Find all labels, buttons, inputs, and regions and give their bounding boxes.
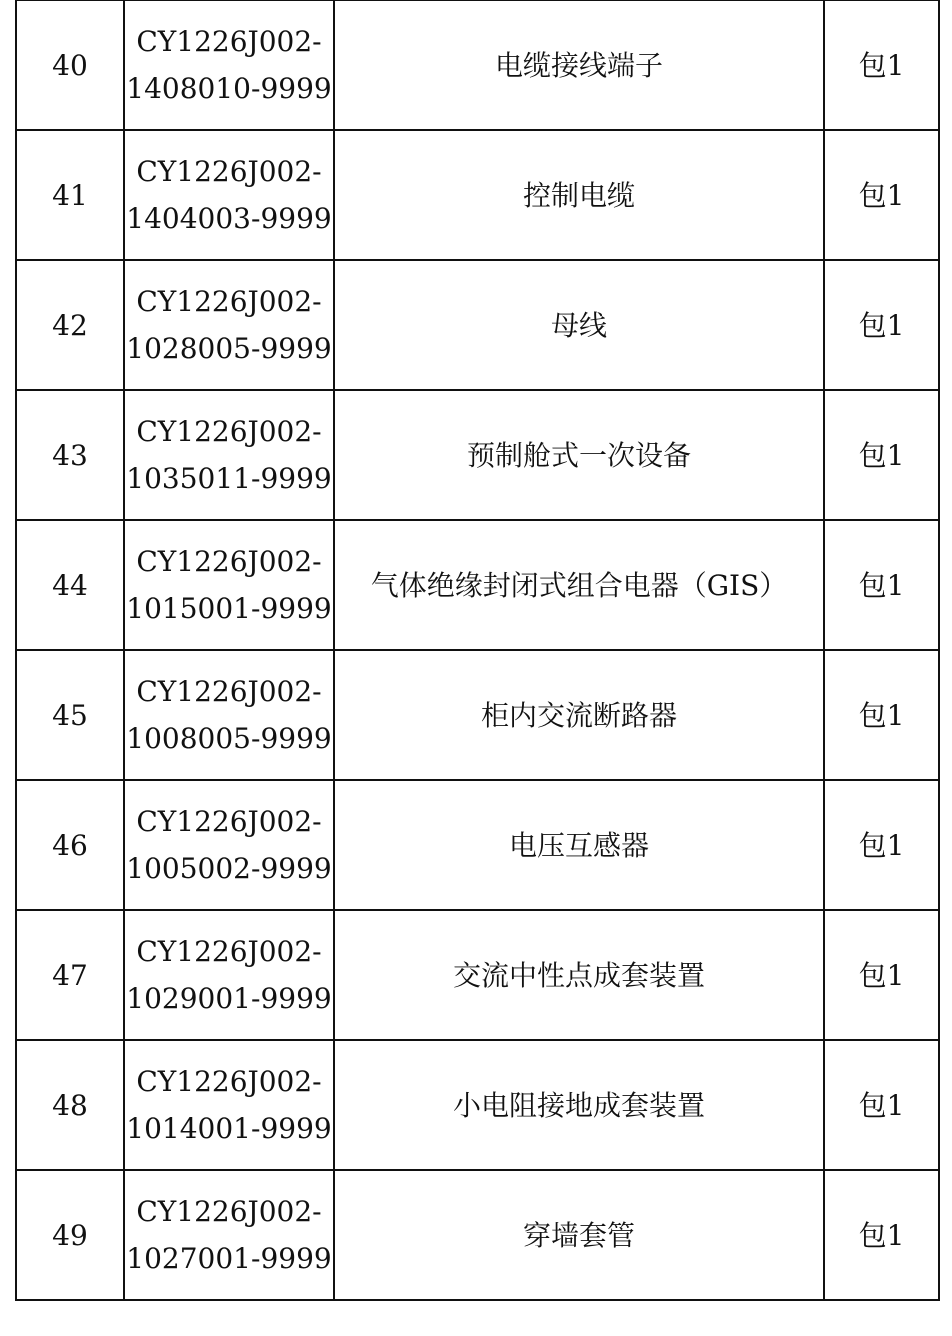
material-code-cell xyxy=(124,390,334,520)
row-number-cell: 43 xyxy=(16,390,124,520)
table-row xyxy=(16,650,939,780)
material-name-cell xyxy=(334,650,824,780)
material-name: 柜内交流断路器 xyxy=(480,698,677,732)
table-row xyxy=(16,1040,939,1170)
material-code-line2: 1404003-9999 xyxy=(126,202,332,235)
material-code-line1: CY1226J002- xyxy=(136,415,322,448)
package-cell: 包1 xyxy=(824,130,939,260)
material-code-cell xyxy=(124,1040,334,1170)
table-body xyxy=(16,1,939,1301)
material-code-line2: 1005002-9999 xyxy=(126,852,332,885)
table-row xyxy=(16,260,939,390)
row-number-cell: 47 xyxy=(16,910,124,1040)
material-code-line2: 1028005-9999 xyxy=(126,332,332,365)
material-code-cell xyxy=(124,130,334,260)
package-cell: 包1 xyxy=(824,650,939,780)
material-code-line2: 1027001-9999 xyxy=(126,1242,332,1275)
material-name: 电压互感器 xyxy=(508,828,649,862)
table-row xyxy=(16,1,939,131)
material-code-line2: 1014001-9999 xyxy=(126,1112,332,1145)
table-row xyxy=(16,1170,939,1300)
row-number-cell: 41 xyxy=(16,130,124,260)
row-number-cell: 42 xyxy=(16,260,124,390)
material-name-cell xyxy=(334,1170,824,1300)
package-cell: 包1 xyxy=(824,910,939,1040)
material-code-line2: 1015001-9999 xyxy=(126,592,332,625)
material-name-cell xyxy=(334,780,824,910)
package-cell: 包1 xyxy=(824,1,939,131)
material-name-cell xyxy=(334,260,824,390)
material-code-line2: 1029001-9999 xyxy=(126,982,332,1015)
material-name-cell xyxy=(334,130,824,260)
material-name: 气体绝缘封闭式组合电器（GIS） xyxy=(370,568,788,602)
material-name-cell xyxy=(334,390,824,520)
package-cell: 包1 xyxy=(824,1170,939,1300)
material-name: 穿墙套管 xyxy=(522,1218,635,1252)
package-cell: 包1 xyxy=(824,260,939,390)
material-name: 交流中性点成套装置 xyxy=(452,958,705,992)
material-code-cell xyxy=(124,1,334,131)
material-code-cell xyxy=(124,910,334,1040)
material-name: 电缆接线端子 xyxy=(494,48,663,82)
material-name: 母线 xyxy=(550,308,607,342)
row-number-cell: 46 xyxy=(16,780,124,910)
material-name: 控制电缆 xyxy=(522,178,635,212)
material-code-cell xyxy=(124,780,334,910)
material-code-line2: 1408010-9999 xyxy=(126,72,332,105)
material-code-line2: 1008005-9999 xyxy=(126,722,332,755)
table-row xyxy=(16,910,939,1040)
material-code-line2: 1035011-9999 xyxy=(126,462,332,495)
row-number-cell: 45 xyxy=(16,650,124,780)
material-name-cell xyxy=(334,1,824,131)
row-number-cell: 44 xyxy=(16,520,124,650)
table-row xyxy=(16,780,939,910)
material-code-line1: CY1226J002- xyxy=(136,1195,322,1228)
table-row xyxy=(16,130,939,260)
material-name-cell xyxy=(334,1040,824,1170)
material-code-line1: CY1226J002- xyxy=(136,155,322,188)
package-cell: 包1 xyxy=(824,1040,939,1170)
package-cell: 包1 xyxy=(824,520,939,650)
material-code-cell xyxy=(124,260,334,390)
row-number-cell: 48 xyxy=(16,1040,124,1170)
table-row xyxy=(16,390,939,520)
material-code-cell xyxy=(124,1170,334,1300)
row-number-cell: 49 xyxy=(16,1170,124,1300)
material-code-line1: CY1226J002- xyxy=(136,545,322,578)
material-code-cell xyxy=(124,650,334,780)
material-code-line1: CY1226J002- xyxy=(136,285,322,318)
material-code-line1: CY1226J002- xyxy=(136,805,322,838)
material-name: 预制舱式一次设备 xyxy=(466,438,691,472)
material-name-cell xyxy=(334,910,824,1040)
package-cell: 包1 xyxy=(824,390,939,520)
package-cell: 包1 xyxy=(824,780,939,910)
material-code-line1: CY1226J002- xyxy=(136,675,322,708)
row-number-cell: 40 xyxy=(16,1,124,131)
material-code-line1: CY1226J002- xyxy=(136,25,322,58)
material-code-line1: CY1226J002- xyxy=(136,1065,322,1098)
material-code-cell xyxy=(124,520,334,650)
material-table xyxy=(15,0,940,1301)
table-row xyxy=(16,520,939,650)
material-name: 小电阻接地成套装置 xyxy=(452,1088,705,1122)
material-name-cell xyxy=(334,520,824,650)
material-code-line1: CY1226J002- xyxy=(136,935,322,968)
